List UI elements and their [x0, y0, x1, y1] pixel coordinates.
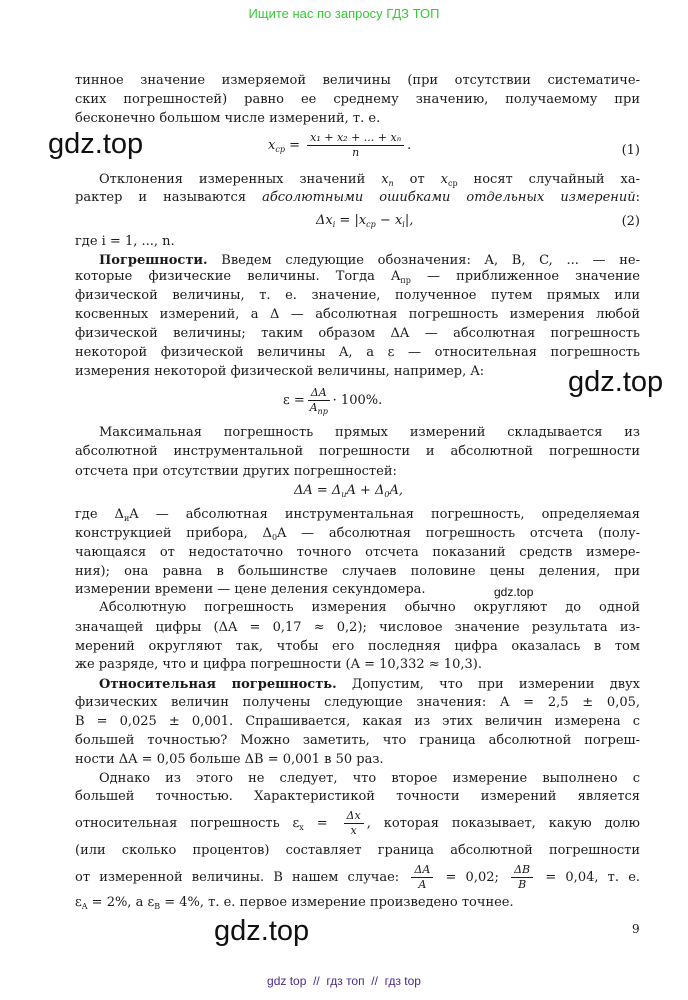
text-line: значащей цифры (ΔA = 0,17 ≈ 0,2); числовое значение результата из-: [75, 620, 640, 635]
t: A — абсолютная погрешность отсчета (полу-: [277, 526, 640, 541]
text-line: большей точностью. Характеристикой точности измерений является: [75, 789, 640, 804]
t: — приближенное значение: [410, 269, 640, 284]
numerator: x₁ + x₂ + ... + xₙ: [307, 131, 404, 146]
t: и: [123, 514, 130, 523]
t: и: [341, 490, 347, 499]
text-line: [75, 189, 640, 207]
watermark: gdz.top: [568, 366, 664, 398]
t: где Δ: [75, 507, 124, 522]
t: ср: [447, 179, 458, 188]
t: = 2%, а ε: [87, 895, 155, 910]
t: носят случайный ха-: [457, 172, 640, 187]
denominator: n: [352, 146, 360, 159]
text-line: некоторой физической величины A, а ε — относительная погрешность: [75, 345, 640, 360]
text-line: где i = 1, ..., n.: [75, 234, 175, 249]
t: n: [388, 179, 394, 188]
text-line: ских погрешностей) равно ее среднему значению, получаемому при: [75, 92, 640, 107]
text-line: измерения некоторой физической величины, например, A:: [75, 364, 485, 379]
t: пр: [317, 407, 328, 416]
t: A: [81, 902, 88, 911]
text-line: же разряде, что и цифра погрешности (A = 10,332 ≈ 10,3).: [75, 657, 482, 672]
t: Δx: [316, 213, 333, 228]
italic-term: абсолютными ошибками отдельных измерений: [262, 190, 636, 205]
text-line: B = 0,025 ± 0,001. Спрашивается, какая из этих величин измерена с: [75, 714, 640, 729]
numerator: Δx: [344, 809, 364, 824]
t: от измеренной величины. В нашем случае:: [75, 870, 400, 885]
text-line: мерений округляют так, чтобы его последняя цифра оказалась в том: [75, 639, 640, 654]
page-number: 9: [632, 922, 640, 936]
formula-relative-error: [283, 386, 382, 415]
t: от: [393, 172, 441, 187]
equation-number: (1): [621, 143, 640, 158]
text-line: физических величин получены следующие значения: A = 2,5 ± 0,05,: [75, 695, 640, 710]
t: Отклонения измеренных значений: [99, 172, 382, 187]
text-line: [75, 268, 640, 286]
text-line: измерении времени — цене деления секундомера.: [75, 582, 426, 597]
t: , которая показывает, какую долю: [366, 816, 640, 831]
text-line: [75, 862, 640, 894]
t: x: [381, 172, 389, 187]
t: 0: [271, 533, 278, 542]
fraction: [411, 863, 433, 892]
t: конструкцией прибора, Δ: [75, 526, 272, 541]
formula-sub: ср: [275, 145, 285, 154]
denominator: A: [418, 878, 427, 891]
t: − x: [375, 213, 403, 228]
section-heading: Относительная погрешность.: [99, 677, 337, 692]
t: B: [154, 902, 161, 911]
footer-links[interactable]: gdz top // гдз топ // гдз top: [267, 974, 421, 988]
denominator: [310, 401, 328, 415]
text-line: косвенных измерений, а Δ — абсолютная погрешность измерения любой: [75, 307, 640, 322]
fraction: [511, 863, 533, 892]
t: рактер и называются: [75, 190, 263, 205]
t: x: [299, 823, 304, 832]
text-line: бесконечно большом числе измерений, т. е.: [75, 111, 381, 126]
denominator: B: [518, 878, 527, 891]
t: A: [309, 401, 318, 414]
t: ε =: [283, 393, 305, 408]
text-line: физической величины; таким образом ΔA — абсолютная погрешность: [75, 326, 640, 341]
t: = 4%, т. е. первое измерение произведено точнее.: [160, 895, 514, 910]
watermark: gdz.top: [214, 915, 310, 947]
formula-part: =: [289, 138, 300, 153]
text-line: [75, 171, 640, 189]
t: = 0,04, т. е.: [545, 870, 641, 885]
text-line: большей точностью? Можно заметить, что граница абсолютной погреш-: [75, 733, 640, 748]
formula-part: x: [268, 138, 276, 153]
t: i: [332, 220, 336, 229]
text-line: чающаяся от недостаточно точного отсчета показаний средств измере-: [75, 545, 640, 560]
watermark: gdz.top: [48, 128, 144, 160]
text-line: [75, 808, 640, 840]
text-line: [75, 676, 640, 694]
t: |,: [404, 213, 414, 228]
t: 0: [384, 490, 390, 499]
t: A,: [389, 483, 404, 498]
t: относительная погрешность ε: [75, 816, 300, 831]
t: · 100%.: [332, 393, 383, 408]
text-line: тинное значение измеряемой величины (при отсутствии систематиче-: [75, 73, 640, 88]
t: пр: [400, 276, 411, 285]
t: ε: [75, 895, 82, 910]
formula-part: .: [407, 138, 412, 153]
text-line: [75, 525, 640, 543]
t: x: [440, 172, 448, 187]
t: Допустим, что при измерении двух: [336, 677, 641, 692]
equation-number: (2): [621, 214, 640, 229]
numerator: ΔB: [511, 863, 533, 878]
t: = 0,02;: [445, 870, 499, 885]
t: = |x: [335, 213, 367, 228]
t: Введем следующие обозначения: A, B, C, ... — не-: [207, 253, 640, 268]
text-line: отсчета при отсутствии других погрешностей:: [75, 464, 397, 479]
t: ср: [366, 220, 376, 229]
fraction: [344, 809, 364, 838]
denominator: x: [350, 824, 357, 837]
t: A + Δ: [346, 483, 385, 498]
text-line: физической величины, т. е. значение, полученное путем прямых или: [75, 288, 640, 303]
t: :: [635, 190, 640, 205]
text-line: [75, 894, 640, 912]
t: i: [402, 220, 405, 229]
text-line: (или сколько процентов) составляет граница абсолютной погрешности: [75, 843, 640, 858]
search-promo-banner[interactable]: Ищите нас по запросу ГДЗ ТОП: [248, 6, 440, 21]
text-line: Однако из этого не следует, что второе измерение выполнено с: [99, 771, 640, 786]
t: которые физические величины. Тогда A: [75, 269, 401, 284]
numerator: ΔA: [308, 386, 330, 401]
numerator: ΔA: [411, 863, 433, 878]
section-heading: Погрешности.: [99, 253, 208, 268]
t: ΔA = Δ: [294, 483, 342, 498]
watermark: gdz.top: [494, 585, 534, 599]
text-line: Максимальная погрешность прямых измерений складывается из: [99, 425, 640, 440]
formula-total-error: [294, 483, 403, 498]
t: =: [303, 816, 328, 831]
text-line: абсолютной инструментальной погрешности и абсолютной погрешности: [75, 444, 640, 459]
text-line: [75, 506, 640, 524]
text-line: ности ΔA = 0,05 больше ΔB = 0,001 в 50 раз.: [75, 752, 384, 767]
text-line: ния); она равна в большинстве случаев половине цены деления, при: [75, 564, 640, 579]
fraction: [308, 386, 330, 415]
text-line: Абсолютную погрешность измерения обычно округляют до одной: [99, 600, 640, 615]
t: A — абсолютная инструментальная погрешность, определяемая: [129, 507, 641, 522]
